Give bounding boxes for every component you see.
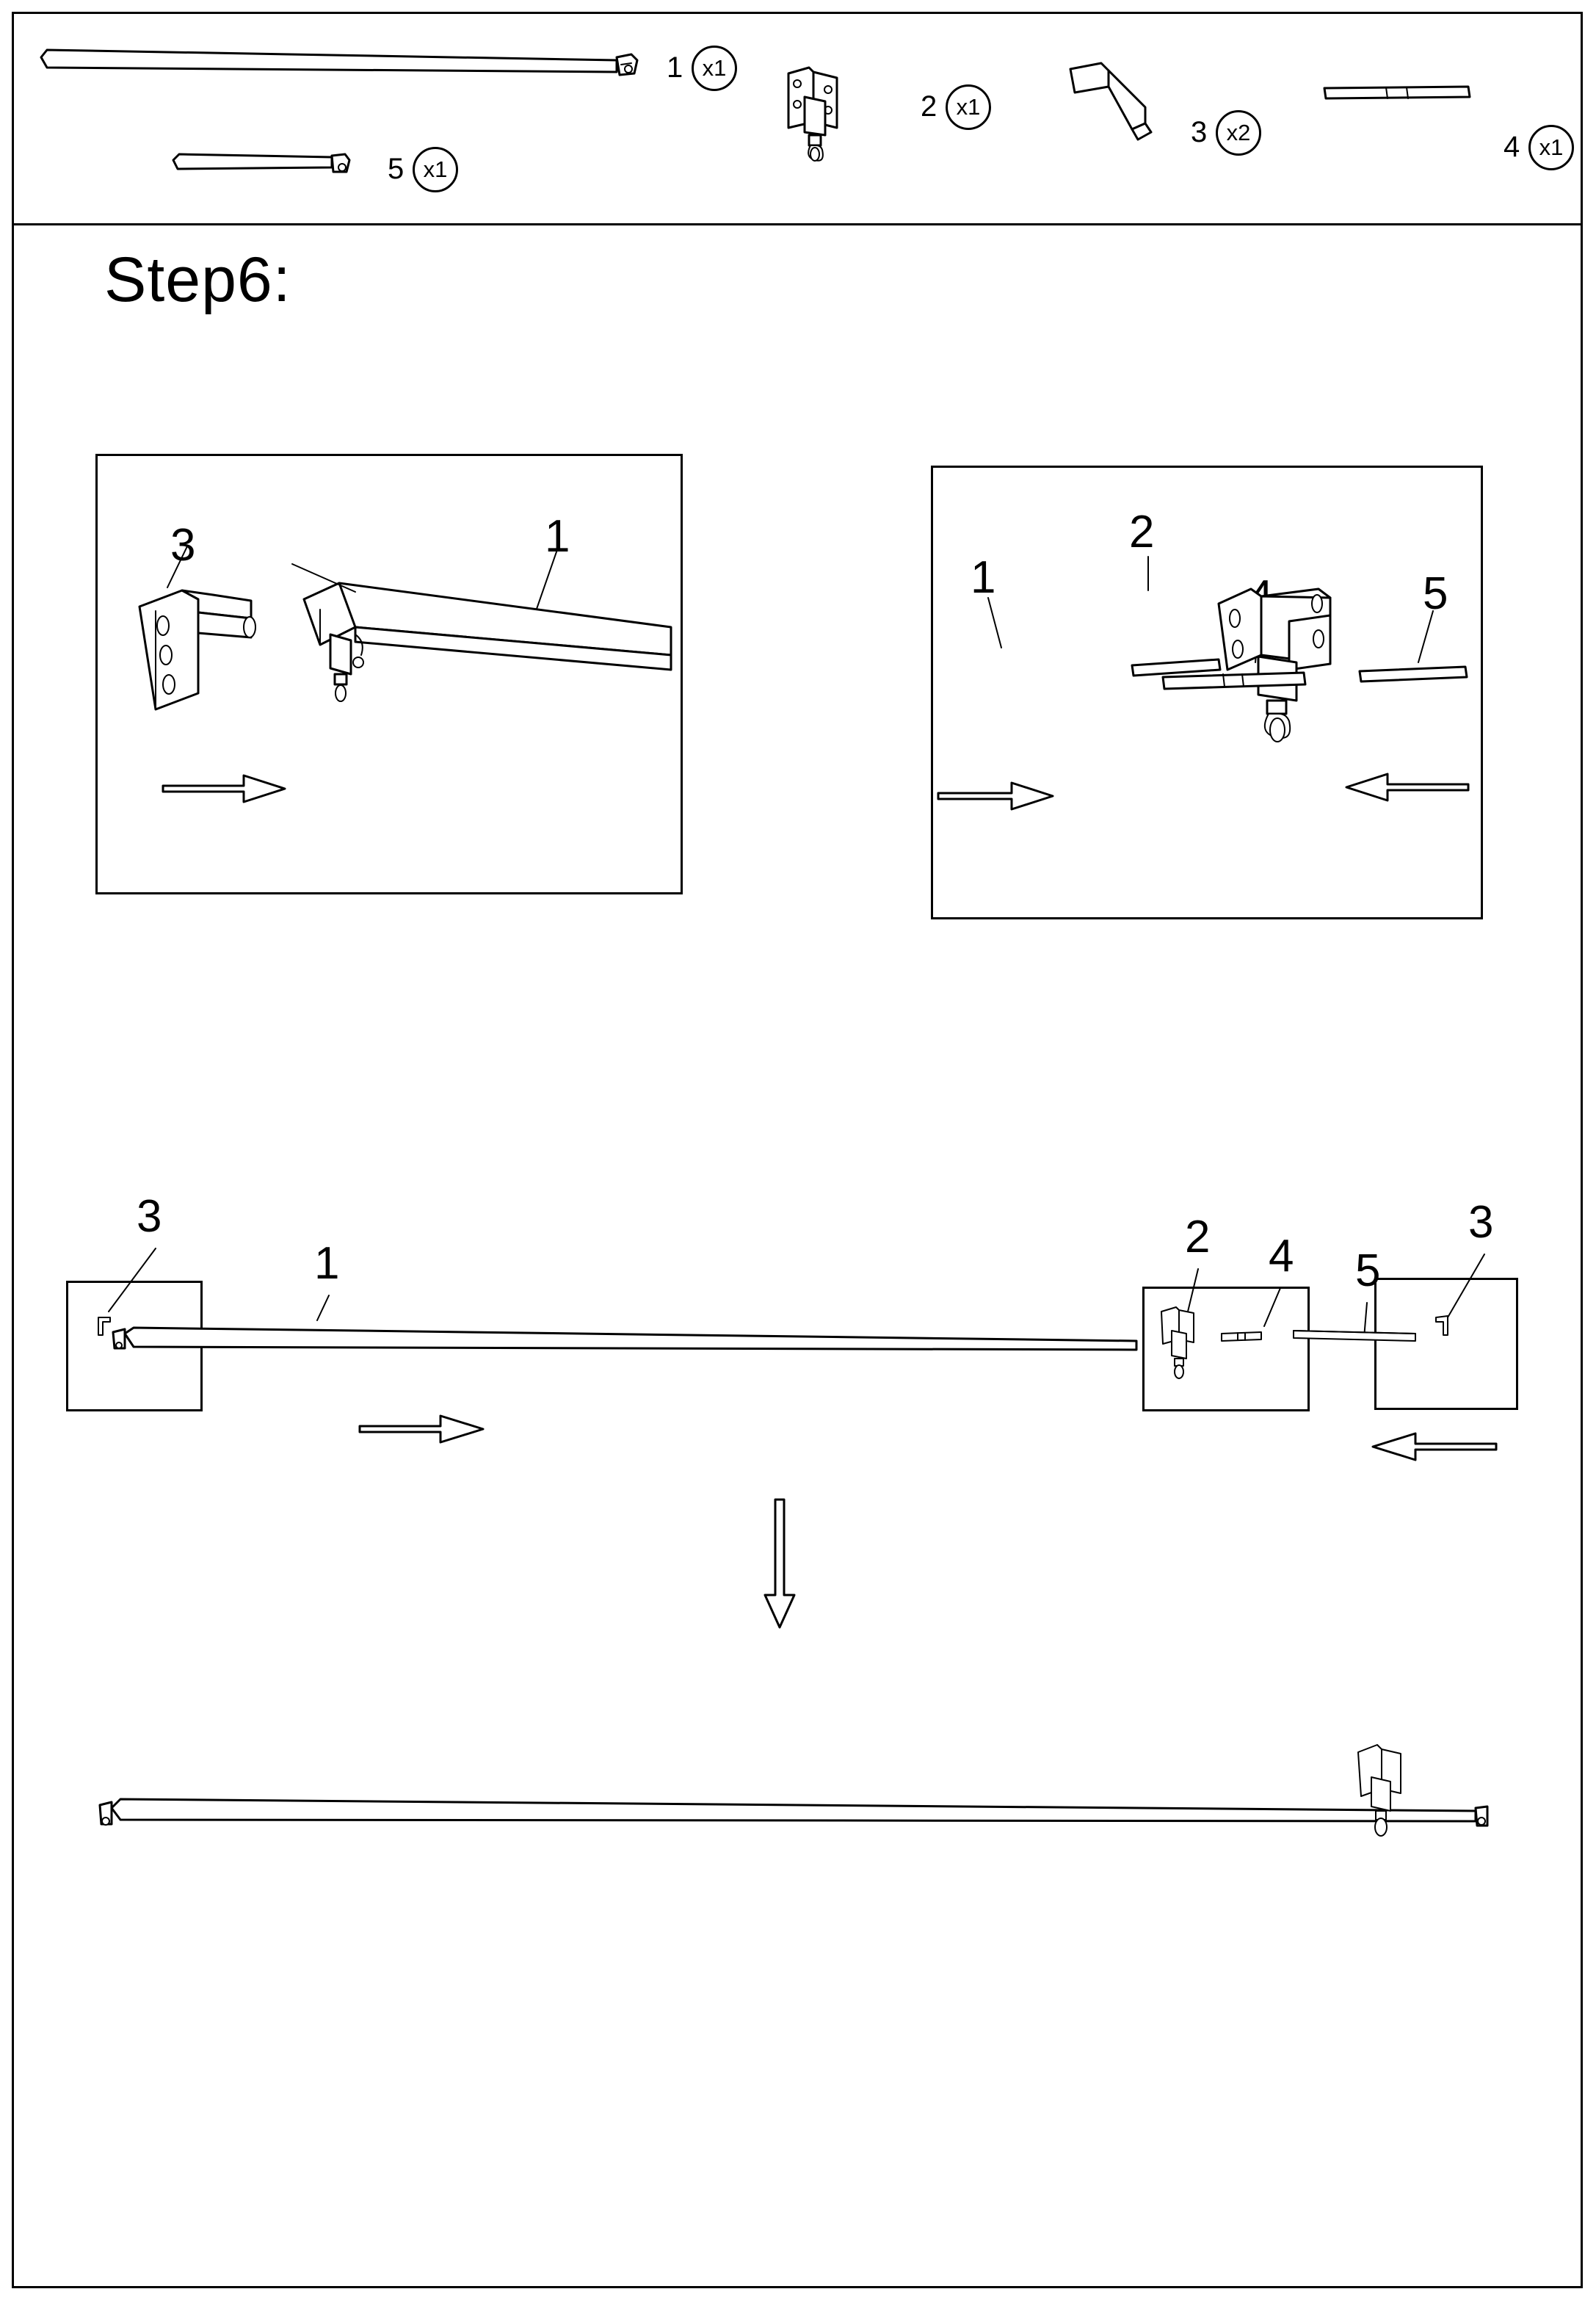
final-assembly-rail bbox=[95, 1762, 1490, 1858]
part-4-connector-bar-icon bbox=[1321, 79, 1483, 109]
assembly-arrow-down bbox=[756, 1500, 803, 1632]
assembly-part-1-rail bbox=[109, 1314, 1151, 1373]
assembly-callout-4: 4 bbox=[1269, 1231, 1294, 1281]
detail-left-arrow-right bbox=[163, 770, 295, 808]
detail-right-callout-5: 5 bbox=[1423, 568, 1448, 619]
part-1-long-rail-icon bbox=[37, 35, 639, 79]
detail-right-arrow-left bbox=[1336, 768, 1468, 806]
part-2-label: 2 bbox=[921, 90, 937, 123]
detail-left-callout-1: 1 bbox=[545, 511, 570, 562]
part-2-trolley-hoist-icon bbox=[780, 65, 860, 197]
assembly-part-4-bar bbox=[1219, 1326, 1277, 1348]
assembly-callout-2: 2 bbox=[1185, 1212, 1211, 1262]
assembly-arrow-right bbox=[360, 1408, 499, 1448]
assembly-callout-3-left: 3 bbox=[137, 1191, 162, 1242]
assembly-callout-5: 5 bbox=[1355, 1245, 1381, 1296]
assembly-part-3-right bbox=[1430, 1313, 1467, 1350]
part-3-label: 3 bbox=[1191, 116, 1208, 148]
part-1-qty: x1 bbox=[692, 46, 737, 91]
part-3-qty: x2 bbox=[1216, 110, 1261, 156]
part-5-qty: x1 bbox=[413, 147, 458, 192]
detail-right-part-5-rail bbox=[1357, 661, 1474, 690]
detail-left-part-1-rail bbox=[292, 564, 681, 748]
assembly-callout-3-right: 3 bbox=[1468, 1197, 1494, 1248]
part-5-short-rail-icon bbox=[169, 144, 367, 181]
part-4-qty: x1 bbox=[1528, 125, 1574, 170]
part-2-qty: x1 bbox=[946, 84, 991, 130]
assembly-callout-1: 1 bbox=[314, 1238, 340, 1289]
part-4-label: 4 bbox=[1503, 131, 1520, 163]
assembly-part-2-trolley bbox=[1151, 1298, 1239, 1408]
detail-left-callout-3: 3 bbox=[170, 520, 196, 571]
detail-right-callout-1: 1 bbox=[971, 552, 996, 603]
part-5-label: 5 bbox=[388, 153, 405, 185]
detail-right-arrow-right bbox=[938, 777, 1063, 815]
detail-right-callout-2: 2 bbox=[1129, 507, 1155, 557]
part-3-end-bracket-icon bbox=[1064, 62, 1160, 150]
parts-strip-divider bbox=[12, 223, 1583, 225]
assembly-arrow-left bbox=[1357, 1426, 1496, 1466]
page-title: Step6: bbox=[104, 245, 291, 315]
page-border bbox=[12, 12, 1583, 2288]
assembly-part-5-rail bbox=[1291, 1319, 1437, 1348]
final-assembly-trolley bbox=[1345, 1735, 1455, 1867]
part-1-label: 1 bbox=[667, 51, 683, 84]
detail-right-part-4-bar bbox=[1160, 668, 1336, 698]
